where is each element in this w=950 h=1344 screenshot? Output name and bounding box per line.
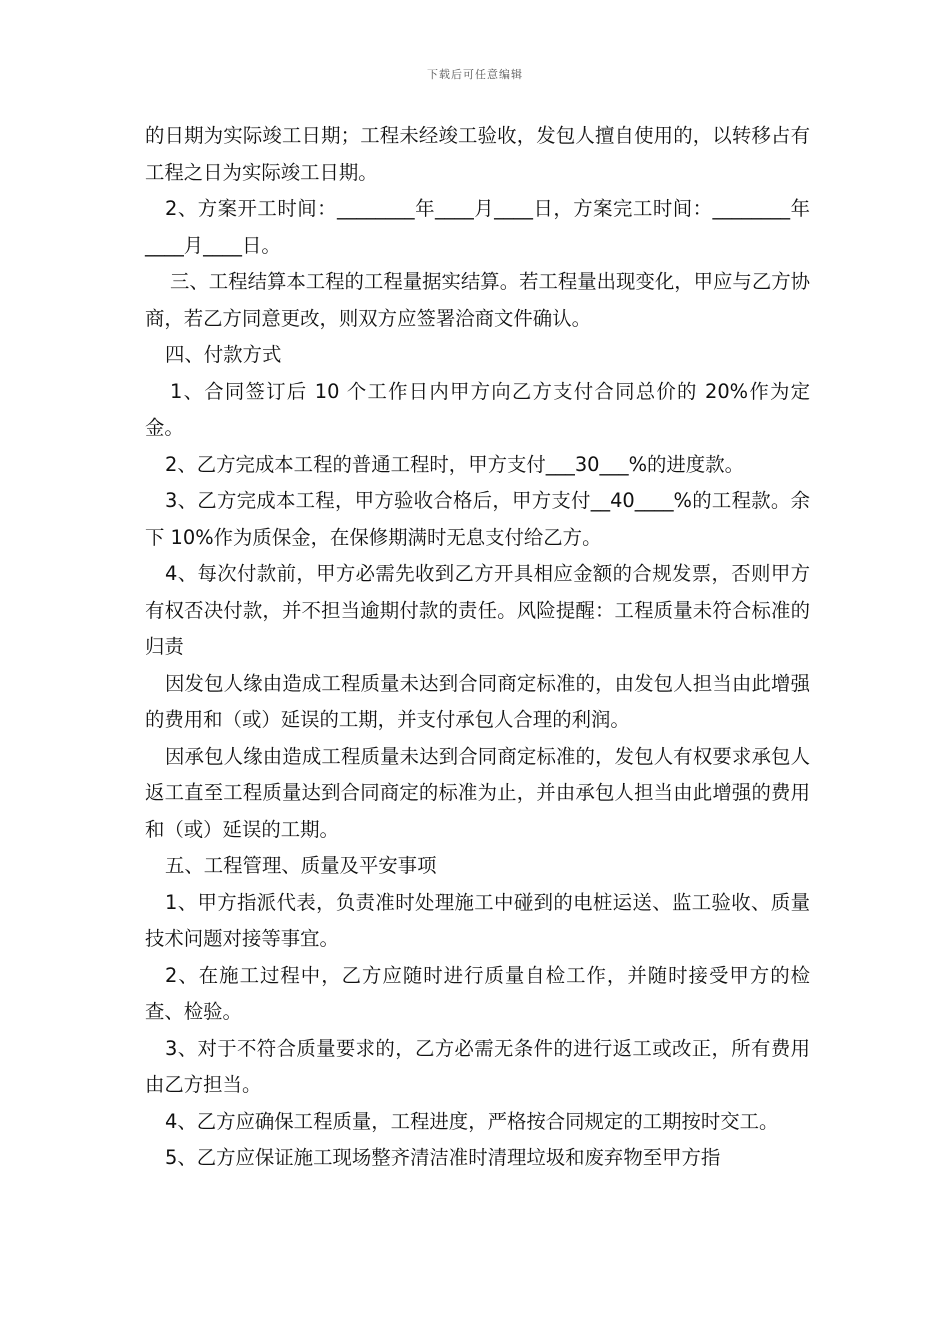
section-heading: 五、工程管理、质量及平安事项 [165,854,437,877]
paragraph: 3、乙方完成本工程，甲方验收合格后，甲方支付__40____%的工程款。余下 10%作为质保金，在保修期满时无息支付给乙方。 [145,489,810,549]
paragraph: 三、工程结算本工程的工程量据实结算。若工程量出现变化，甲应与乙方协商，若乙方同意更改，则双方应签署洽商文件确认。 [145,270,810,330]
paragraph: 2、在施工过程中，乙方应随时进行质量自检工作，并随时接受甲方的检查、检验。 [145,963,810,1023]
paragraph: 5、乙方应保证施工现场整齐清洁准时清理垃圾和废弃物至甲方指 [165,1146,721,1169]
paragraph: 2、乙方完成本工程的普通工程时，甲方支付___30___%的进度款。 [165,452,744,476]
paragraph: 3、对于不符合质量要求的，乙方必需无条件的进行返工或改正，所有费用由乙方担当。 [145,1036,810,1096]
paragraph: 的日期为实际竣工日期；工程未经竣工验收，发包人擅自使用的，以转移占有工程之日为实际竣工日期。 [145,124,810,184]
paragraph: 4、每次付款前，甲方必需先收到乙方开具相应金额的合规发票，否则甲方有权否决付款，并不担当逾期付款的责任。风险提醒：工程质量未符合标准的归责 [145,562,810,658]
paragraph: 4、乙方应确保工程质量，工程进度，严格按合同规定的工期按时交工。 [165,1109,779,1133]
document-body [145,118,810,1177]
paragraph: 1、合同签订后 10 个工作日内甲方向乙方支付合同总价的 20%作为定金。 [145,379,810,439]
section-heading: 四、付款方式 [165,343,282,366]
paragraph: 因发包人缘由造成工程质量未达到合同商定标准的，由发包人担当由此增强的费用和（或）延误的工期，并支付承包人合理的利润。 [145,671,810,731]
page-header: 下载后可任意编辑 [427,68,523,81]
paragraph: 2、方案开工时间：________年____月____日，方案完工时间：________年____月____日。 [145,197,810,257]
paragraph: 因承包人缘由造成工程质量未达到合同商定标准的，发包人有权要求承包人返工直至工程质量达到合同商定的标准为止，并由承包人担当由此增强的费用和（或）延误的工期。 [145,744,810,841]
paragraph: 1、甲方指派代表，负责准时处理施工中碰到的电桩运送、监工验收、质量技术问题对接等事宜。 [145,890,810,950]
